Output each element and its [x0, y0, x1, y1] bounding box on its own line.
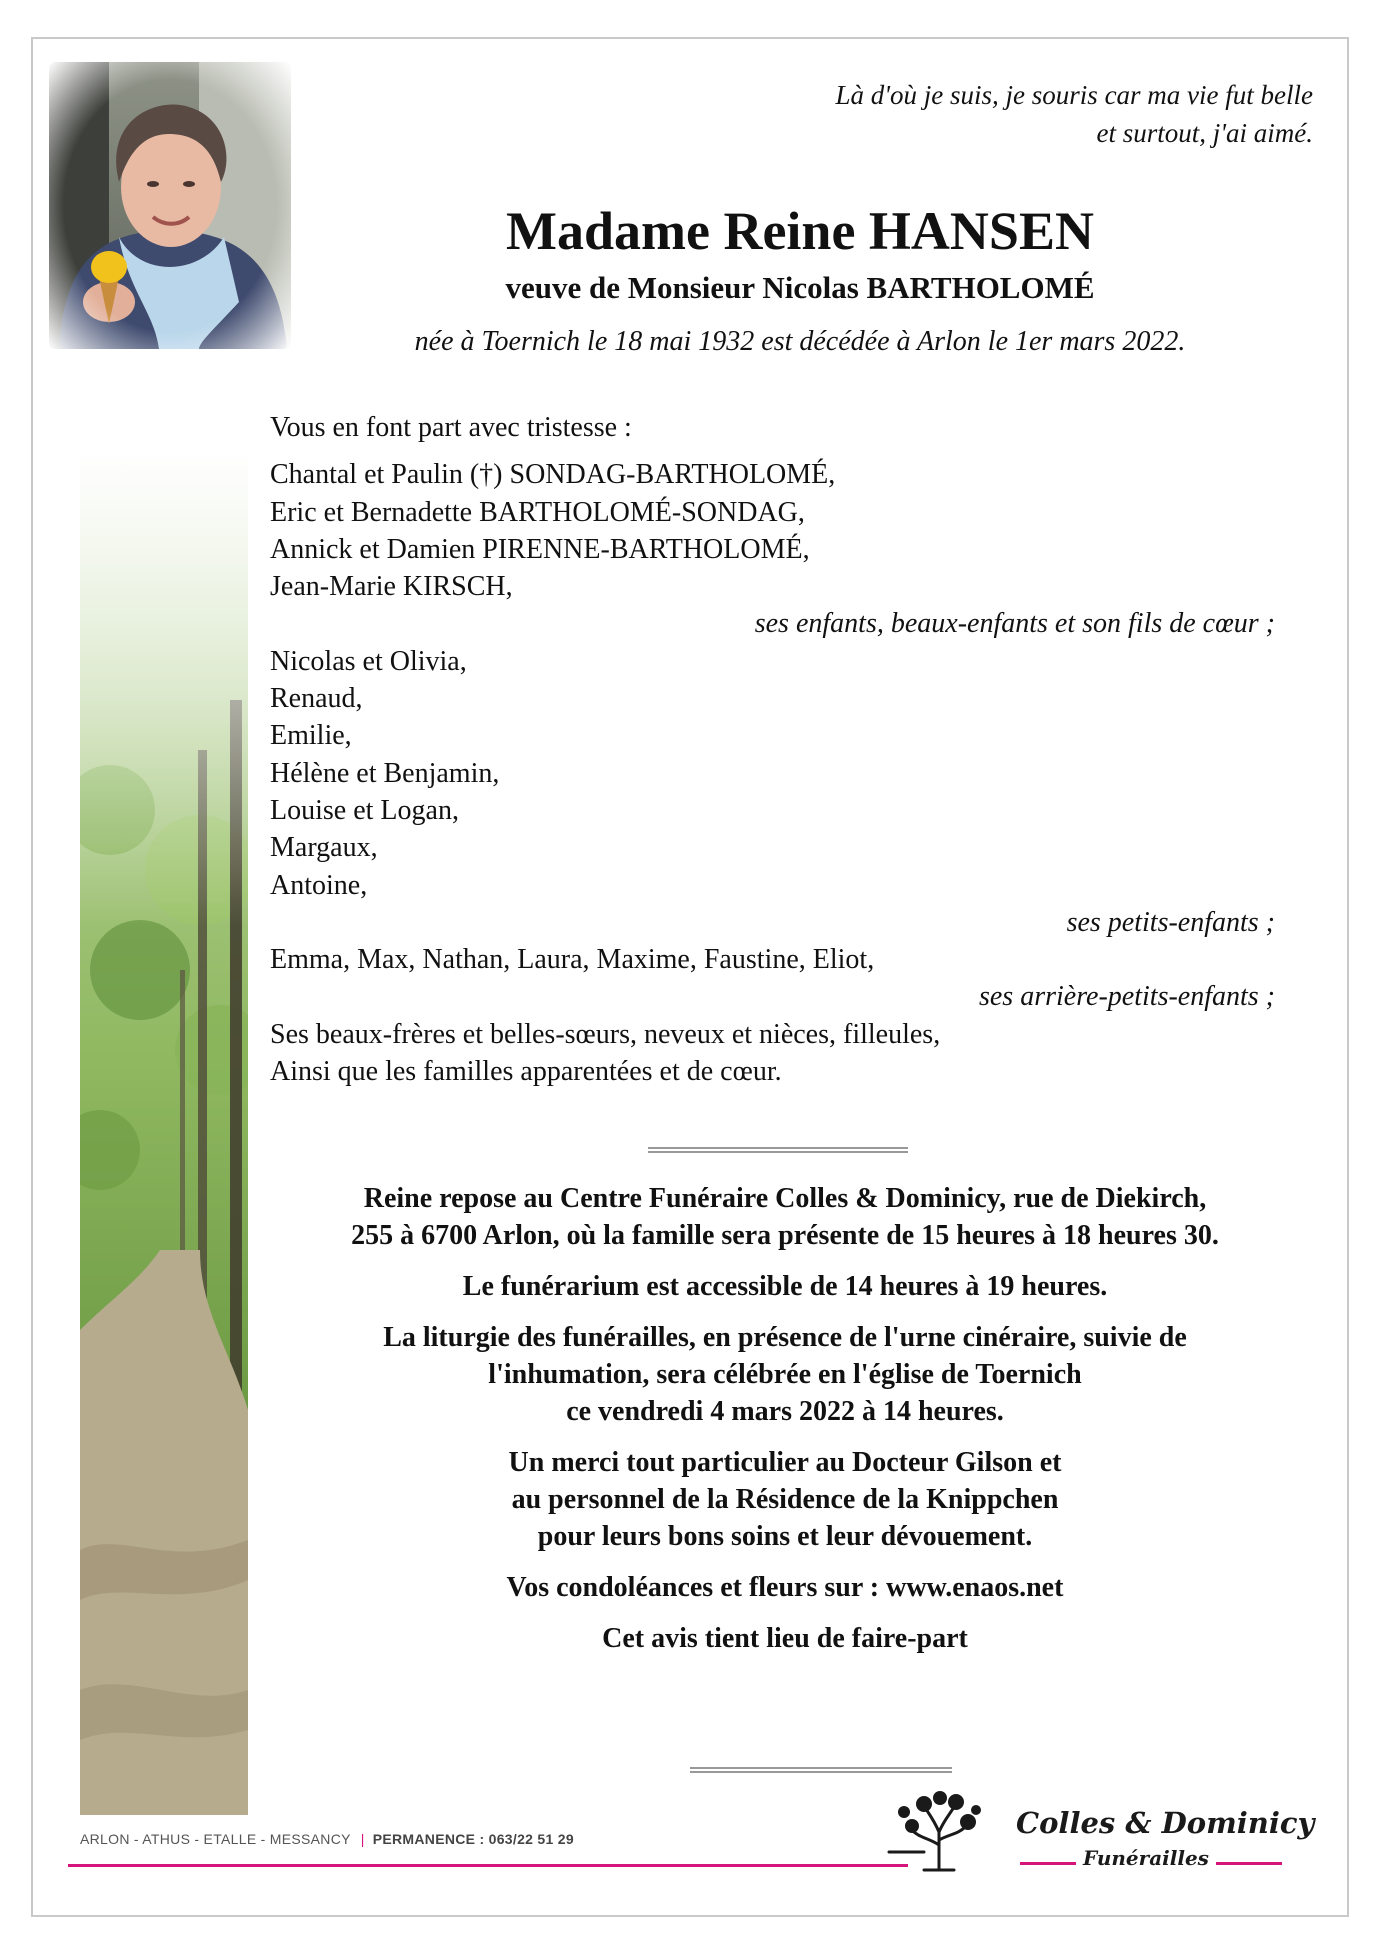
others-line: Ses beaux-frères et belles-sœurs, neveux et nièces, filleules, — [270, 1018, 941, 1050]
child-line: Annick et Damien PIRENNE-BARTHOLOMÉ, — [270, 533, 810, 565]
birth-death-line: née à Toernich le 18 mai 1932 est décédée à Arlon le 1er mars 2022. — [414, 326, 1186, 357]
grandchild-line: Margaux, — [270, 832, 378, 864]
brand-subtitle: Funérailles — [1083, 1846, 1209, 1870]
grandchild-line: Emilie, — [270, 720, 352, 752]
funerarium-hours: Le funérarium est accessible de 14 heures à 19 heures. — [462, 1271, 1108, 1302]
tree-logo-icon — [884, 1790, 994, 1872]
epitaph-quote — [836, 76, 1313, 152]
footer-separator: | — [360, 1831, 365, 1847]
grandchild-line: Louise et Logan, — [270, 794, 459, 826]
grandchild-line: Nicolas et Olivia, — [270, 645, 467, 677]
rest-paragraph — [270, 1180, 1300, 1254]
thanks-line: pour leurs bons soins et leur dévouement. — [537, 1521, 1033, 1552]
separator-bottom — [690, 1767, 952, 1773]
footer-accent-line-right-a — [1020, 1862, 1076, 1865]
rest-line: 255 à 6700 Arlon, où la famille sera présente de 15 heures à 18 heures 30. — [351, 1220, 1219, 1251]
thanks-line: Un merci tout particulier au Docteur Gilson et — [508, 1447, 1062, 1478]
others-line: Ainsi que les familles apparentées et de cœur. — [270, 1056, 782, 1088]
family-intro: Vous en font part avec tristesse : — [270, 412, 632, 443]
child-line: Eric et Bernadette BARTHOLOMÉ-SONDAG, — [270, 496, 805, 528]
quote-line-1: Là d'où je suis, je souris car ma vie fut belle — [835, 80, 1313, 110]
rest-line: Reine repose au Centre Funéraire Colles & Dominicy, rue de Diekirch, — [363, 1183, 1207, 1214]
grandchild-line: Renaud, — [270, 683, 363, 715]
brand-name: Colles & Dominicy — [1016, 1806, 1315, 1840]
widow-of: veuve de Monsieur Nicolas BARTHOLOMÉ — [505, 270, 1095, 305]
liturgy-line: La liturgie des funérailles, en présence de l'urne cinéraire, suivie de — [383, 1322, 1187, 1353]
grandchild-line: Hélène et Benjamin, — [270, 757, 500, 789]
children-role: ses enfants, beaux-enfants et son fils de cœur ; — [754, 608, 1275, 640]
footer-accent-line-right-b — [1216, 1862, 1282, 1865]
notice-line: Cet avis tient lieu de faire-part — [602, 1623, 968, 1654]
footer-contact — [80, 1831, 574, 1847]
separator-top — [648, 1147, 908, 1153]
ceremony-details — [270, 1180, 1300, 1671]
quote-line-2: et surtout, j'ai aimé. — [1096, 118, 1313, 148]
liturgy-line: ce vendredi 4 mars 2022 à 14 heures. — [566, 1396, 1004, 1427]
footer-locations: ARLON - ATHUS - ETALLE - MESSANCY — [80, 1831, 351, 1847]
family-announcement — [270, 409, 1276, 1090]
portrait-photo — [49, 62, 291, 349]
thanks-paragraph — [270, 1444, 1300, 1555]
footer-accent-line-left — [68, 1864, 908, 1867]
liturgy-paragraph — [270, 1319, 1300, 1430]
condolences-line: Vos condoléances et fleurs sur : www.enaos.net — [506, 1572, 1064, 1603]
forest-path-image — [80, 450, 248, 1815]
great-grandchildren-role: ses arrière-petits-enfants ; — [978, 981, 1275, 1013]
grandchild-line: Antoine, — [270, 869, 368, 901]
great-grandchildren-line: Emma, Max, Nathan, Laura, Maxime, Faustine, Eliot, — [270, 944, 875, 976]
liturgy-line: l'inhumation, sera célébrée en l'église de Toernich — [488, 1359, 1082, 1390]
child-line: Jean-Marie KIRSCH, — [270, 571, 513, 603]
grandchildren-role: ses petits-enfants ; — [1066, 906, 1275, 938]
footer-permanence: PERMANENCE : 063/22 51 29 — [372, 1831, 574, 1847]
thanks-line: au personnel de la Résidence de la Knippchen — [511, 1484, 1059, 1515]
child-line: Chantal et Paulin (†) SONDAG-BARTHOLOMÉ, — [270, 459, 836, 491]
deceased-name: Madame Reine HANSEN — [506, 201, 1094, 261]
